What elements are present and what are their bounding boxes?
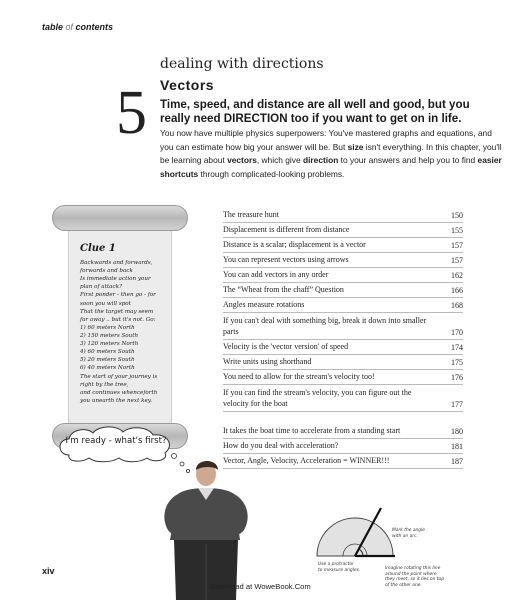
toc-entry-page: 162 — [451, 271, 463, 280]
toc-entry-title: Vector, Angle, Velocity, Acceleration = WINNER!!! — [223, 455, 390, 465]
toc-entry-page: 187 — [451, 457, 463, 466]
toc-entry-page: 166 — [451, 286, 463, 295]
clue-line: you unearth the next key. — [80, 397, 152, 404]
toc-entry-title: Velocity is the 'vector version' of speed — [223, 341, 349, 351]
clue-line: The start of your journey is — [80, 373, 158, 380]
toc-entry-page: 175 — [451, 358, 463, 367]
toc-row[interactable] — [223, 238, 463, 253]
body-emphasis: vectors — [227, 155, 257, 166]
toc-entry-page: 168 — [451, 301, 463, 310]
chapter-number: 5 — [116, 79, 147, 147]
toc-entry-title: If you can't deal with something big, break it down into smaller parts — [223, 316, 427, 336]
scroll-roll-top — [52, 205, 188, 231]
toc-row[interactable] — [223, 208, 463, 223]
toc-entry-title: You can add vectors in any order — [223, 269, 329, 279]
body-emphasis: easier shortcuts — [160, 155, 502, 179]
protractor-icon — [305, 500, 395, 570]
person-illustration-icon — [148, 460, 258, 600]
clue-title: Clue 1 — [80, 243, 116, 254]
footer-watermark: Download at WoweBook.Com — [210, 582, 311, 591]
toc-entry-page: 180 — [451, 427, 463, 436]
toc-entry-page: 176 — [451, 373, 463, 382]
toc-entry-page: 150 — [451, 211, 463, 220]
clue-text — [80, 259, 172, 405]
clue-line: 4) 60 meters South — [80, 349, 135, 356]
toc-entry-title: If you can find the stream's velocity, you can figure out the velocity for the boat — [223, 388, 412, 408]
clue-line: and continues whenceforth — [80, 389, 158, 396]
toc-entry-title: Write units using shorthand — [223, 356, 312, 366]
toc-row[interactable] — [223, 370, 463, 385]
clue-line: Is immediate action your — [80, 276, 151, 283]
toc-entry-page: 157 — [451, 256, 463, 265]
body-segment: to your answers and help you to find — [338, 155, 478, 166]
chapter-title: Vectors — [160, 77, 215, 93]
clue-line: plan of attack? — [80, 284, 122, 291]
toc-entry-page: 177 — [451, 400, 463, 409]
toc-entry-page: 155 — [451, 226, 463, 235]
toc-row[interactable] — [223, 439, 463, 454]
clue-line: 1) 60 meters North — [80, 324, 135, 331]
page-number: xiv — [42, 566, 55, 576]
body-emphasis: direction — [302, 155, 339, 166]
toc-entry-title: Displacement is different from distance — [223, 224, 350, 234]
toc-entry-page: 170 — [451, 328, 463, 337]
chapter-intro: Time, speed, and distance are all well and good, but you really need DIRECTION too if you want to get on in life. — [160, 98, 470, 126]
clue-line: right by the tree, — [80, 381, 129, 388]
toc-list — [223, 208, 463, 469]
clue-line: 6) 40 meters North — [80, 365, 135, 372]
thought-bubble — [55, 425, 177, 463]
toc-row[interactable] — [223, 454, 463, 469]
body-segment: isn't everything. In this chapter, you'll be learning about — [160, 141, 502, 166]
annotation-mark-angle: Mark the angle with an arc. — [392, 528, 426, 539]
toc-row[interactable] — [223, 298, 463, 313]
toc-entry-title: The “Wheat from the chaff” Question — [223, 284, 344, 294]
toc-row[interactable] — [223, 313, 463, 340]
clue-line: First ponder - then go - for — [80, 292, 156, 299]
annotation-rotating: Imagine rotating this line around the point where they meet, so it lies on top of the other one. — [385, 566, 444, 589]
toc-entry-title: How do you deal with acceleration? — [223, 440, 339, 450]
toc-row[interactable] — [223, 253, 463, 268]
thought-text: I'm ready - what's first? — [65, 436, 167, 446]
annotation-protractor: Use a protractor to measure angles. — [318, 562, 361, 573]
toc-row[interactable] — [223, 268, 463, 283]
toc-entry-title: Distance is a scalar; displacement is a vector — [223, 239, 366, 249]
toc-entry-title: You can represent vectors using arrows — [223, 254, 349, 264]
body-segment: through complicated-looking problems. — [198, 168, 345, 179]
chapter-body — [160, 127, 505, 181]
clue-line: 5) 20 meters South — [80, 357, 135, 364]
clue-line: soon you will spot — [80, 300, 131, 307]
clue-line: 3) 120 meters North — [80, 341, 139, 348]
clue-scroll — [52, 205, 190, 443]
toc-entry-title: It takes the boat time to accelerate from a standing start — [223, 425, 401, 435]
running-header: table of contents — [42, 22, 114, 32]
toc-entry-page: 174 — [451, 343, 463, 352]
clue-line: forwards and back — [80, 268, 133, 275]
toc-entry-title: Angles measure rotations — [223, 299, 305, 309]
clue-line: That the target may seem — [80, 308, 154, 315]
body-segment: , which give — [256, 155, 303, 166]
toc-row[interactable] — [223, 412, 463, 439]
toc-entry-title: The treasure hunt — [223, 209, 279, 219]
body-emphasis: size — [347, 141, 364, 152]
toc-entry-page: 157 — [451, 241, 463, 250]
clue-line: 2) 150 meters South — [80, 332, 139, 339]
toc-row[interactable] — [223, 355, 463, 370]
clue-line: Backwards and forwards, — [80, 260, 153, 266]
toc-entry-page: 181 — [451, 442, 463, 451]
toc-row[interactable] — [223, 385, 463, 412]
toc-row[interactable] — [223, 223, 463, 238]
toc-row[interactable] — [223, 340, 463, 355]
clue-line: far away .. but it's not. Go: — [80, 316, 156, 323]
toc-row[interactable] — [223, 283, 463, 298]
chapter-subtitle: dealing with directions — [160, 56, 324, 72]
body-segment: You now have multiple physics superpowers: You've mastered graphs and equations, and you can estimate how big your answer will be. But — [160, 128, 492, 152]
toc-entry-title: You need to allow for the stream's velocity too! — [223, 371, 375, 381]
